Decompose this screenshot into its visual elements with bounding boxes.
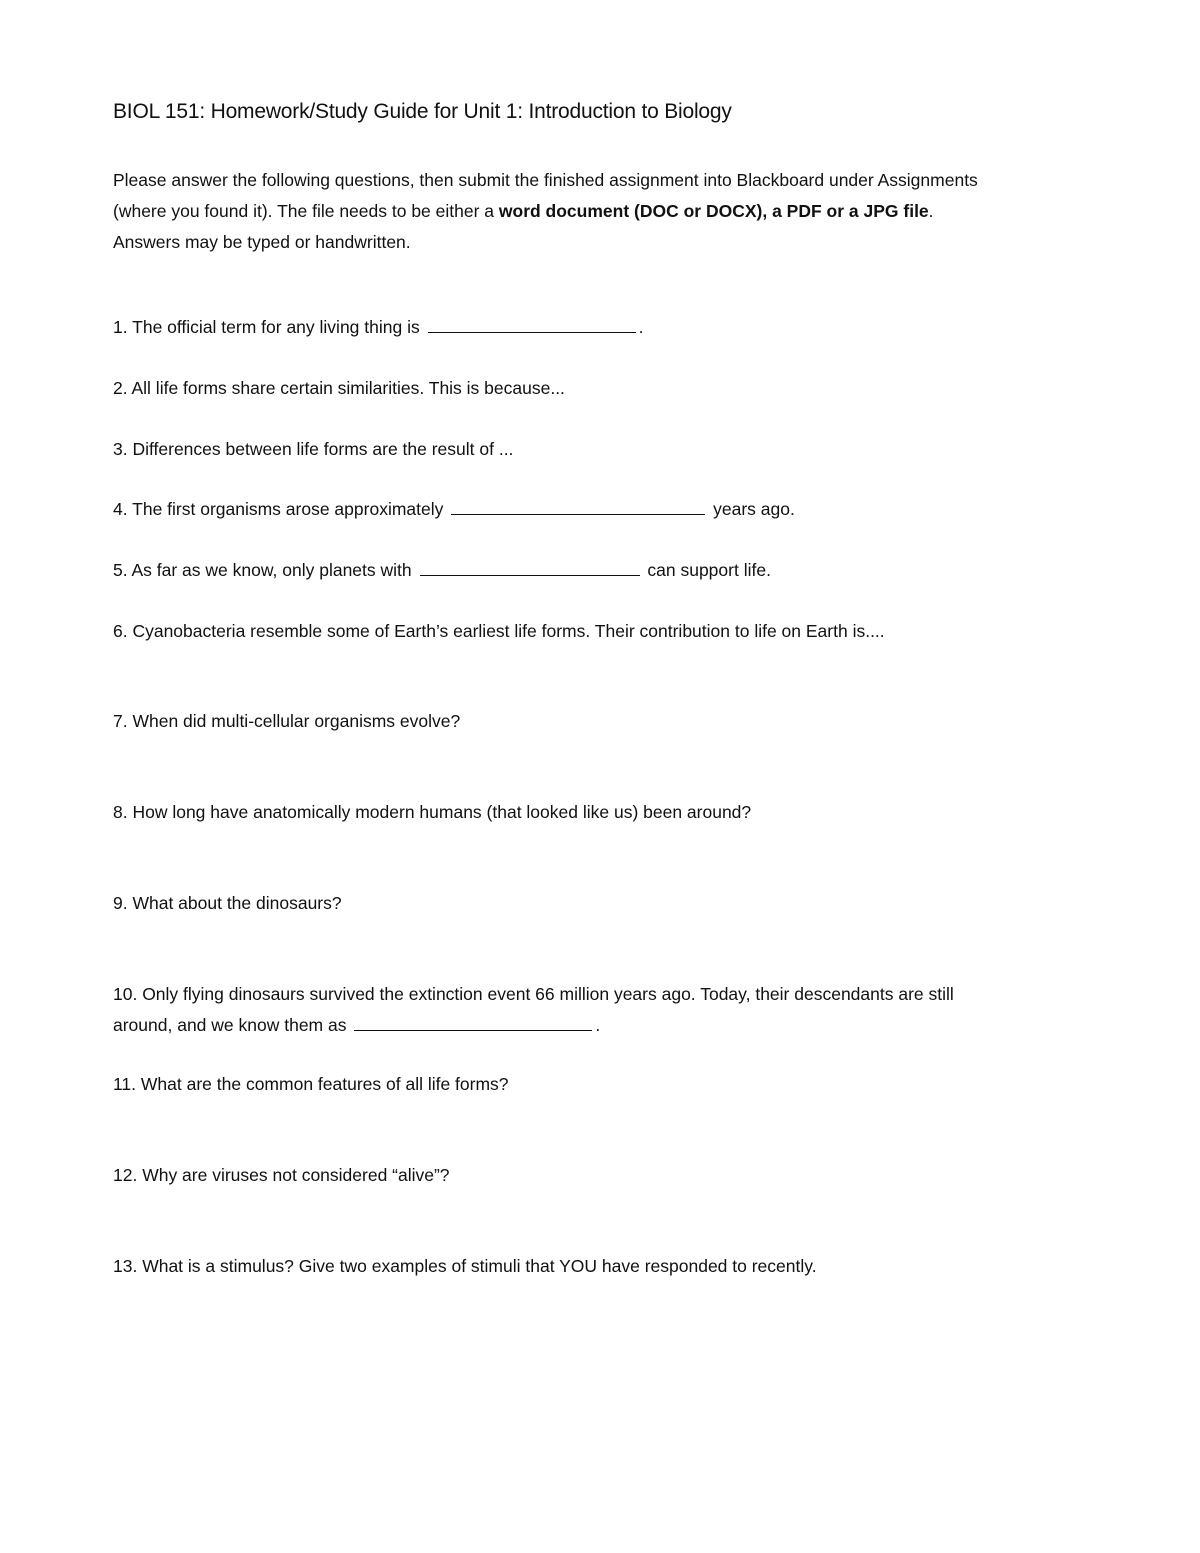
question-1-end: . xyxy=(638,317,644,337)
instructions-line-2-end: . xyxy=(928,201,934,221)
instructions-line-3: Answers may be typed or handwritten. xyxy=(113,232,411,252)
question-3: 3. Differences between life forms are the result of ... xyxy=(113,439,514,459)
instructions-paragraph xyxy=(113,165,1103,258)
question-1 xyxy=(113,312,1103,343)
question-10 xyxy=(113,979,1103,1041)
question-4 xyxy=(113,494,1103,525)
question-10-end: . xyxy=(595,1015,601,1035)
question-10-line-1: 10. Only flying dinosaurs survived the extinction event 66 million years ago. Today, their descendants are still xyxy=(113,984,954,1004)
answer-blank-5[interactable] xyxy=(420,557,640,576)
question-2: 2. All life forms share certain similarities. This is because... xyxy=(113,378,565,398)
answer-blank-4[interactable] xyxy=(451,496,705,515)
answer-blank-1[interactable] xyxy=(428,314,636,333)
answer-blank-10[interactable] xyxy=(354,1012,592,1031)
question-9: 9. What about the dinosaurs? xyxy=(113,893,342,913)
question-7: 7. When did multi-cellular organisms evolve? xyxy=(113,711,461,731)
page-title: BIOL 151: Homework/Study Guide for Unit 1: Introduction to Biology xyxy=(113,100,732,123)
question-5-end: can support life. xyxy=(647,560,771,580)
question-13: 13. What is a stimulus? Give two examples of stimuli that YOU have responded to recently. xyxy=(113,1256,817,1276)
question-8: 8. How long have anatomically modern humans (that looked like us) been around? xyxy=(113,802,752,822)
question-12: 12. Why are viruses not considered “alive”? xyxy=(113,1165,450,1185)
question-5-text: 5. As far as we know, only planets with xyxy=(113,560,412,580)
instructions-line-2-start: (where you found it). The file needs to be either a xyxy=(113,201,499,221)
question-5 xyxy=(113,555,1103,586)
question-10-line-2: around, and we know them as xyxy=(113,1015,347,1035)
instructions-line-1: Please answer the following questions, then submit the finished assignment into Blackboard under Assignments xyxy=(113,170,978,190)
question-4-text: 4. The first organisms arose approximately xyxy=(113,499,444,519)
file-format-emphasis: word document (DOC or DOCX), a PDF or a JPG file xyxy=(498,201,929,221)
question-1-text: 1. The official term for any living thing is xyxy=(113,317,420,337)
question-4-end: years ago. xyxy=(713,499,795,519)
question-11: 11. What are the common features of all life forms? xyxy=(113,1074,509,1094)
question-6: 6. Cyanobacteria resemble some of Earth’s earliest life forms. Their contribution to life on Earth is.... xyxy=(113,621,885,641)
